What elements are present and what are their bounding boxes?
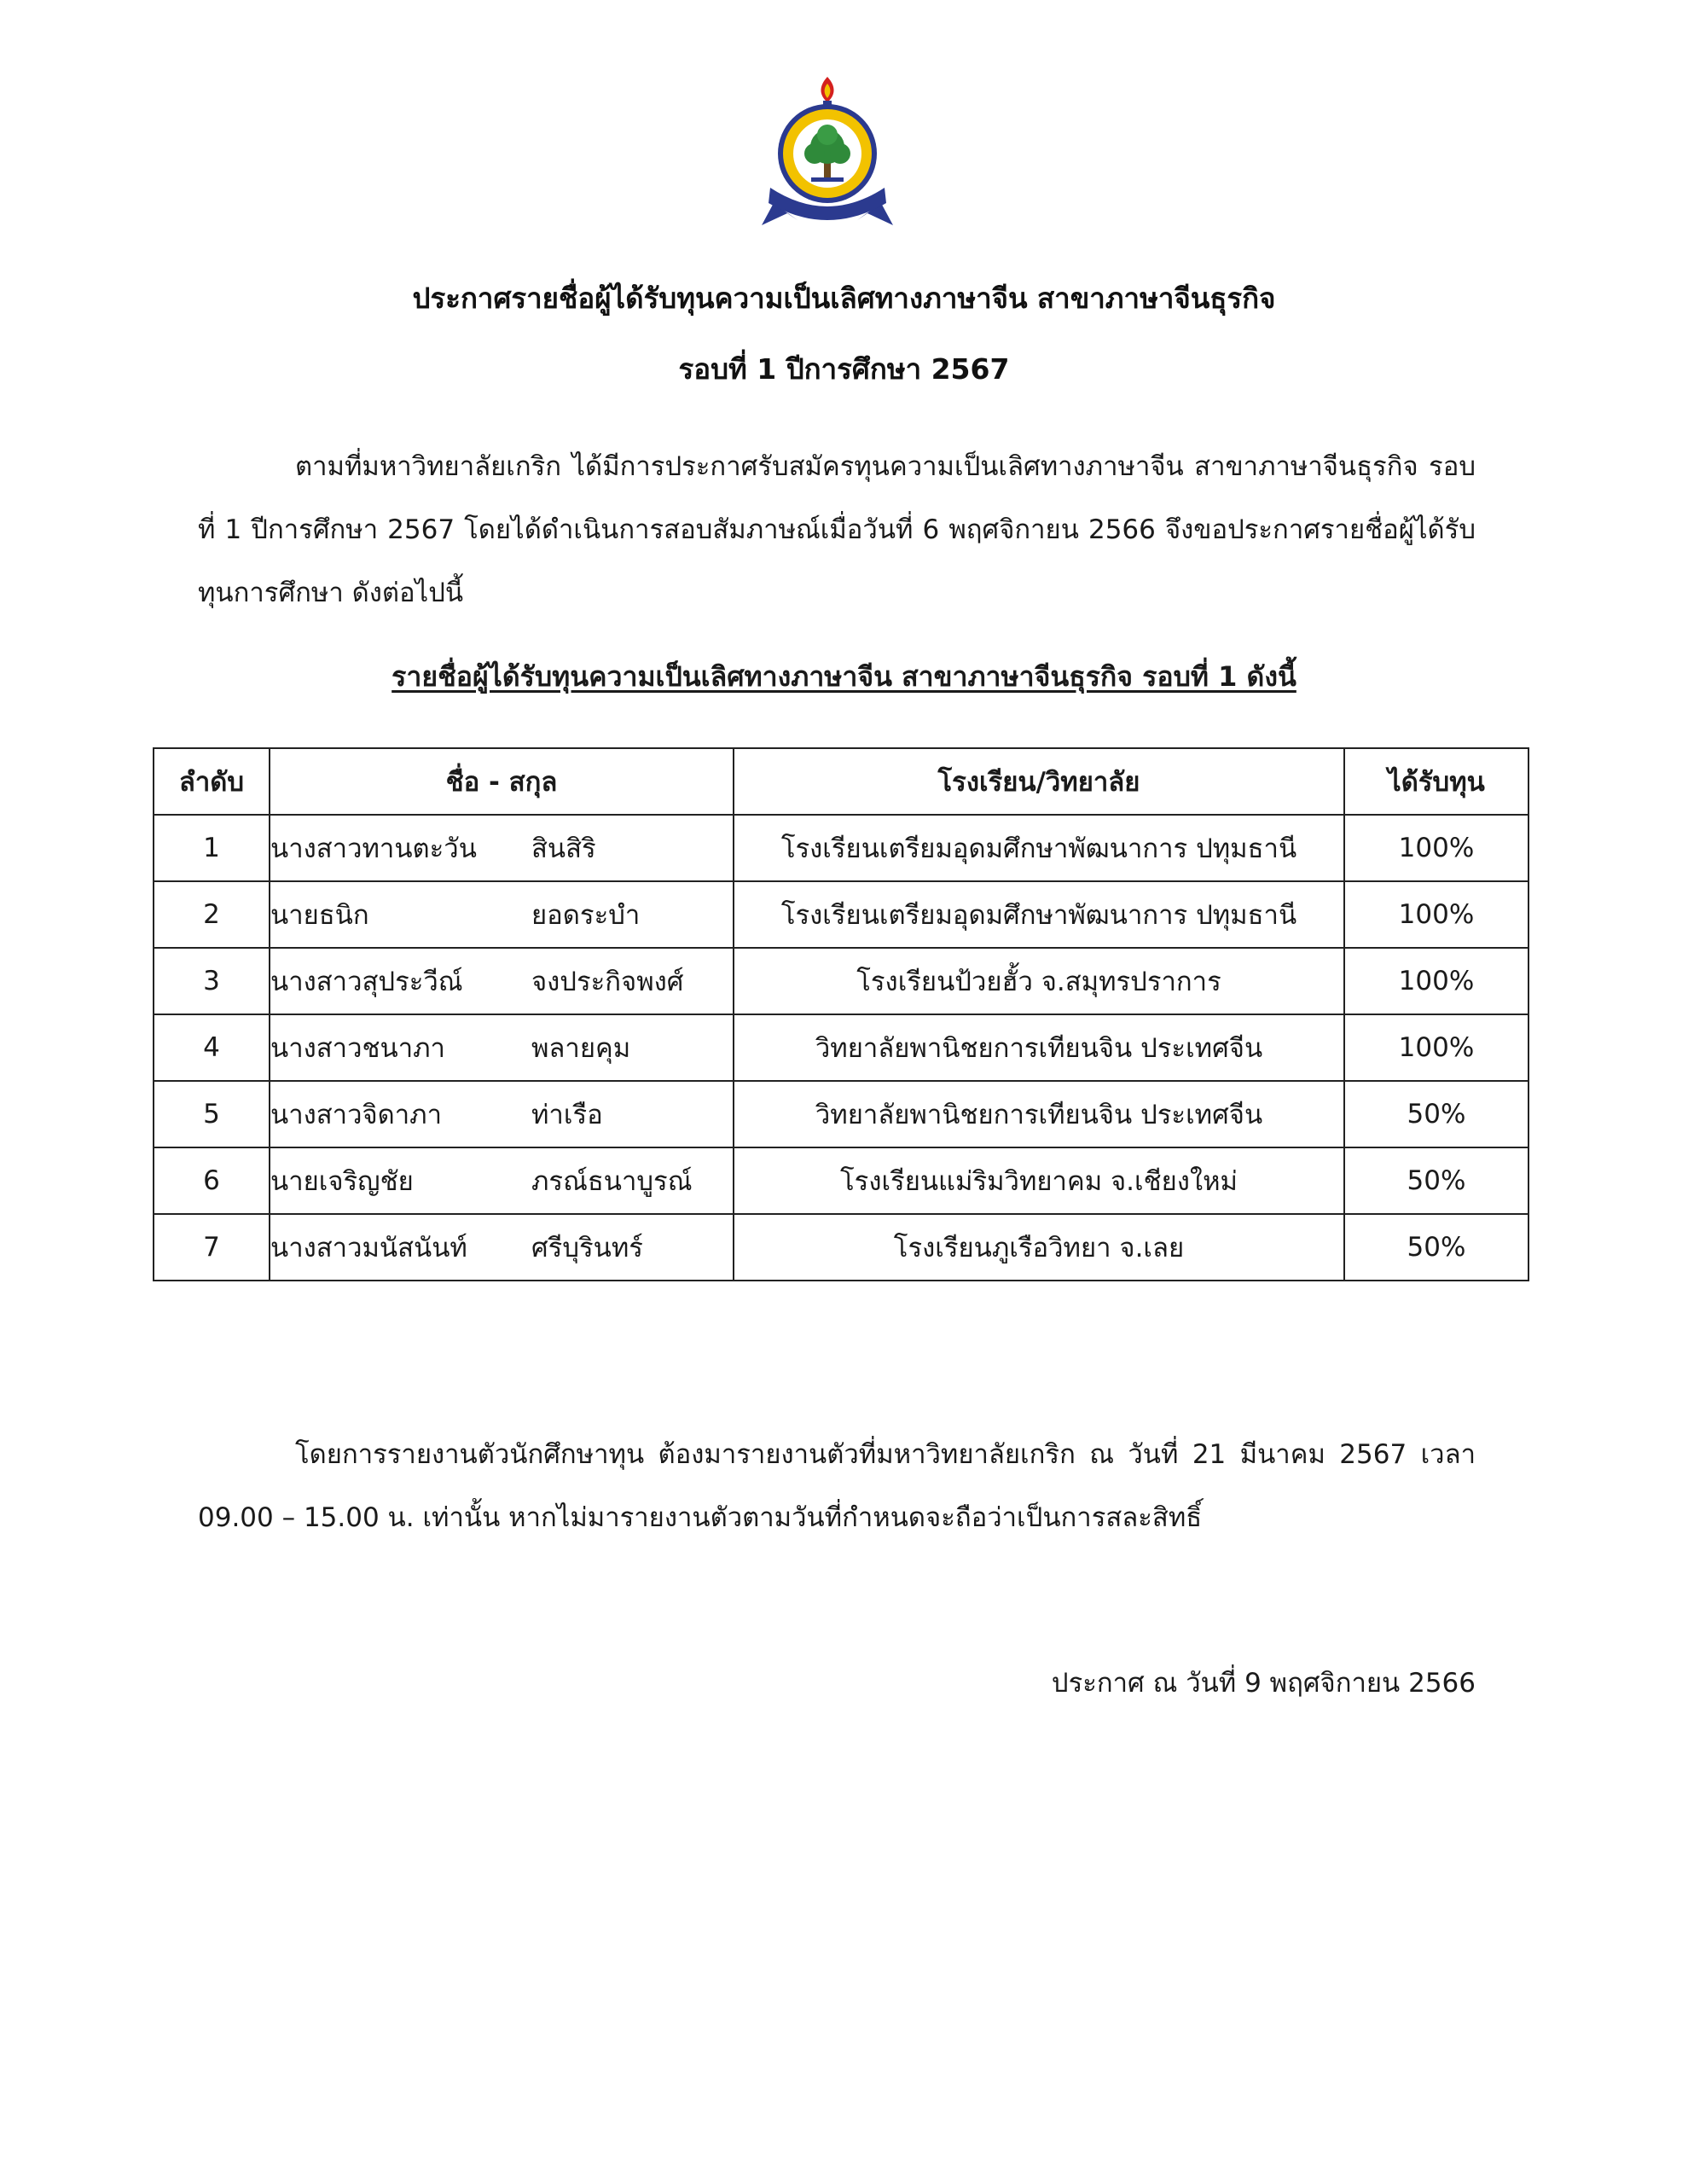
last-name: ยอดระบำ [531,900,641,931]
page-title: ประกาศรายชื่อผู้ได้รับทุนความเป็นเลิศทางภาษาจีน สาขาภาษาจีนธุรกิจ [412,282,1276,315]
first-name: นางสาวชนาภา [270,1033,445,1064]
last-name: พลายคุม [531,1033,631,1064]
row-grant: 50% [1344,1081,1528,1147]
row-no: 6 [154,1147,270,1214]
first-name: นายเจริญชัย [270,1166,414,1197]
table-row [154,815,1528,881]
row-no: 1 [154,815,270,881]
page-subtitle: รอบที่ 1 ปีการศึกษา 2567 [678,352,1010,386]
first-name: นายธนิก [270,900,369,931]
table-row [154,1081,1528,1147]
intro-paragraph: ตามที่มหาวิทยาลัยเกริก ได้มีการประกาศรับสมัครทุนความเป็นเลิศทางภาษาจีน สาขาภาษาจีนธุรกิจ รอบที่ 1 ปีการศึกษา 2567 โดยได้ดำเนินการสอบสัมภาษณ์เมื่อวันที่ 6 พฤศจิกายน 2566 จึงขอประกาศรายชื่อผู้ได้รับทุนการศึกษา ดังต่อไปนี้ [198,451,1476,608]
row-no: 5 [154,1081,270,1147]
row-no: 7 [154,1214,270,1281]
list-heading: รายชื่อผู้ได้รับทุนความเป็นเลิศทางภาษาจีน สาขาภาษาจีนธุรกิจ รอบที่ 1 ดังนี้ [392,660,1296,693]
row-grant: 100% [1344,815,1528,881]
row-grant: 100% [1344,948,1528,1014]
row-name [270,1014,734,1081]
university-seal-icon [758,75,896,227]
table-row [154,881,1528,948]
table-header-row [154,748,1528,815]
header-name: ชื่อ - สกุล [270,748,734,815]
table-row [154,948,1528,1014]
row-name [270,815,734,881]
row-school: โรงเรียนแม่ริมวิทยาคม จ.เชียงใหม่ [734,1147,1344,1214]
table-row [154,1147,1528,1214]
last-name: สินสิริ [531,834,596,864]
last-name: ภรณ์ธนาบูรณ์ [531,1166,693,1197]
first-name: นางสาวสุประวีณ์ [270,967,463,997]
row-name [270,881,734,948]
row-school: โรงเรียนเตรียมอุดมศึกษาพัฒนาการ ปทุมธานี [734,815,1344,881]
last-name: จงประกิจพงศ์ [531,967,684,997]
last-name: ศรีบุรินทร์ [531,1233,643,1263]
row-no: 4 [154,1014,270,1081]
row-school: โรงเรียนเตรียมอุดมศึกษาพัฒนาการ ปทุมธานี [734,881,1344,948]
last-name: ท่าเรือ [531,1100,603,1130]
header-no: ลำดับ [154,748,270,815]
row-no: 2 [154,881,270,948]
row-grant: 50% [1344,1214,1528,1281]
row-grant: 100% [1344,881,1528,948]
header-school: โรงเรียน/วิทยาลัย [734,748,1344,815]
first-name: นางสาวทานตะวัน [270,834,477,864]
row-no: 3 [154,948,270,1014]
header-grant: ได้รับทุน [1344,748,1528,815]
row-name [270,948,734,1014]
row-school: โรงเรียนป้วยฮั้ว จ.สมุทรปราการ [734,948,1344,1014]
announcement-date: ประกาศ ณ วันที่ 9 พฤศจิกายน 2566 [1051,1668,1476,1699]
row-school: โรงเรียนภูเรือวิทยา จ.เลย [734,1214,1344,1281]
grantee-table [153,747,1529,1281]
table-row [154,1214,1528,1281]
row-name [270,1147,734,1214]
row-grant: 50% [1344,1147,1528,1214]
row-name [270,1081,734,1147]
row-school: วิทยาลัยพานิชยการเทียนจิน ประเทศจีน [734,1014,1344,1081]
first-name: นางสาวจิดาภา [270,1100,443,1130]
row-grant: 100% [1344,1014,1528,1081]
row-school: วิทยาลัยพานิชยการเทียนจิน ประเทศจีน [734,1081,1344,1147]
table-row [154,1014,1528,1081]
report-paragraph: โดยการรายงานตัวนักศึกษาทุน ต้องมารายงานตัวที่มหาวิทยาลัยเกริก ณ วันที่ 21 มีนาคม 2567 เวลา 09.00 – 15.00 น. เท่านั้น หากไม่มารายงานตัวตามวันที่กำหนดจะถือว่าเป็นการสละสิทธิ์ [198,1439,1476,1533]
first-name: นางสาวมนัสนันท์ [270,1233,467,1263]
row-name [270,1214,734,1281]
